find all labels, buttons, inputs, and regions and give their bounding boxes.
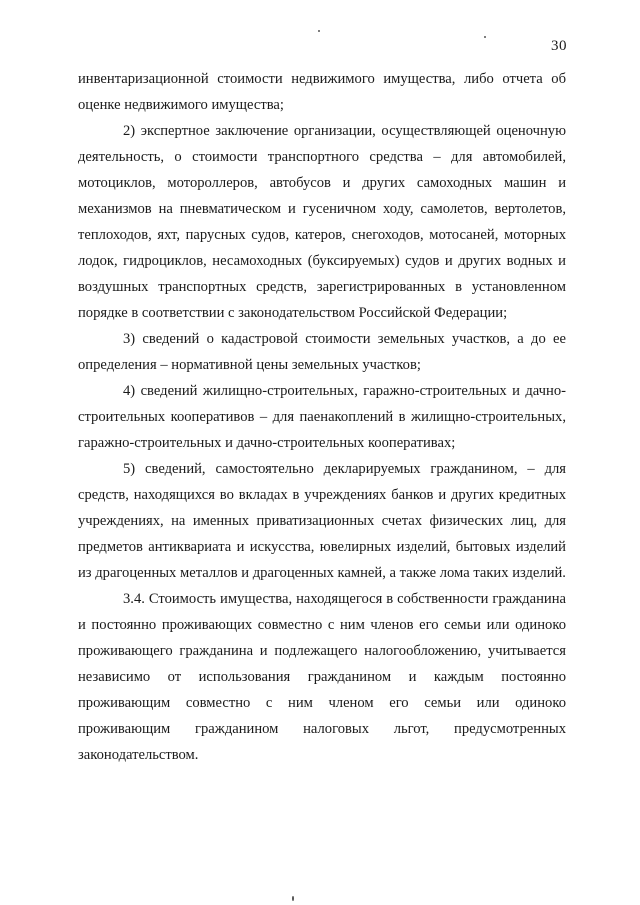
page-number: 30 xyxy=(551,38,567,54)
document-body xyxy=(78,66,566,768)
paragraph-6: 3.4. Стоимость имущества, находящегося в собственности гражданина и постоянно проживающих совместно с ним членов его семьи или одиноко проживающего гражданина и подлежащего налогообложению, учитывается независимо от использования гражданином и каждым постоянно проживающим совместно с ним членом его семьи или одиноко проживающим гражданином налоговых льгот, предусмотренных законодательством. xyxy=(78,591,566,763)
paragraph-2: 2) экспертное заключение организации, осуществляющей оценочную деятельность, о стоимости транспортного средства – для автомобилей, мотоциклов, мотороллеров, автобусов и других самоходных машин и механизмов на пневматическом и гусеничном ходу, самолетов, вертолетов, теплоходов, яхт, парусных судов, катеров, снегоходов, мотосаней, моторных лодок, гидроциклов, несамоходных (буксируемых) судов и других водных и воздушных транспортных средств, зарегистрированных в установленном порядке в соответствии с законодательством Российской Федерации; xyxy=(78,123,566,321)
paragraph-3: 3) сведений о кадастровой стоимости земельных участков, а до ее определения – нормативной цены земельных участков; xyxy=(78,331,566,373)
paragraph-5: 5) сведений, самостоятельно декларируемых гражданином, – для средств, находящихся во вкладах в учреждениях банков и других кредитных учреждениях, на именных приватизационных счетах физических лиц, для предметов антиквариата и искусства, ювелирных изделий, бытовых изделий из драгоценных металлов и драгоценных камней, а также лома таких изделий. xyxy=(78,461,566,581)
scan-speck xyxy=(318,30,320,32)
paragraph-1: инвентаризационной стоимости недвижимого имущества, либо отчета об оценке недвижимого имущества; xyxy=(78,71,566,113)
scan-speck xyxy=(292,896,294,901)
paragraph-4: 4) сведений жилищно-строительных, гаражно-строительных и дачно-строительных кооперативов – для паенакоплений в жилищно-строительных, гаражно-строительных и дачно-строительных кооперативах; xyxy=(78,383,566,451)
scan-speck xyxy=(484,36,486,38)
